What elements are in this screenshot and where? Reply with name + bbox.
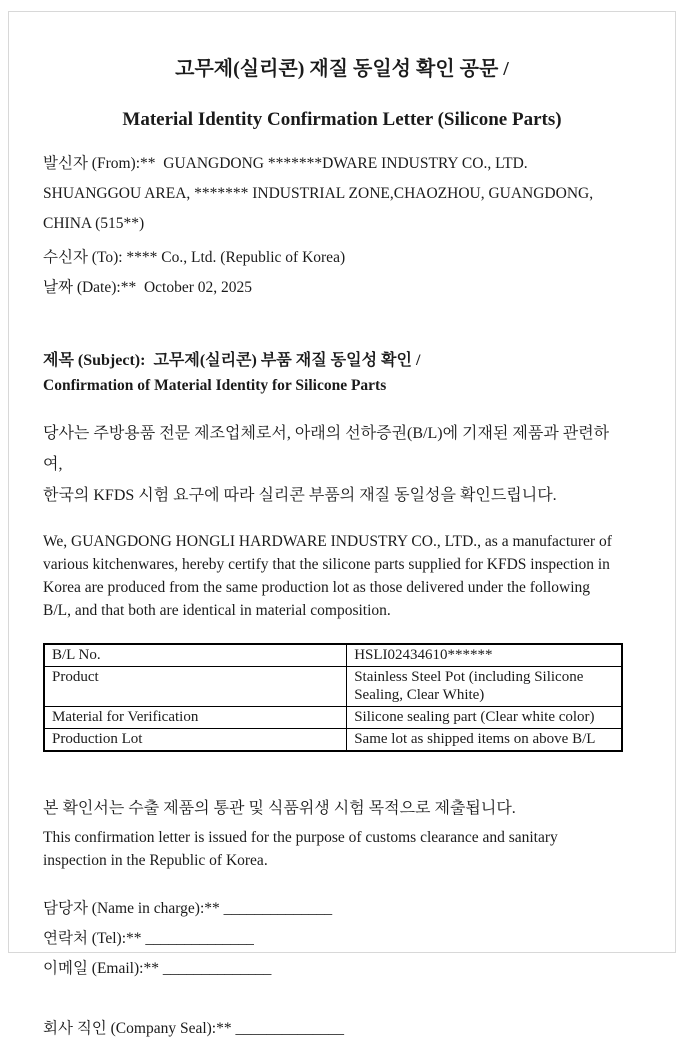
table-cell-value: Silicone sealing part (Clear white color) [347, 707, 622, 729]
table-cell-label: Production Lot [44, 729, 347, 752]
document-header [9, 57, 675, 131]
tel-field [43, 924, 617, 954]
document-page [8, 11, 676, 1037]
to-line: 수신자 (To): **** Co., Ltd. (Republic of Korea) [43, 249, 346, 266]
table-cell-value: Stainless Steel Pot (including Silicone Sealing, Clear White) [347, 667, 622, 707]
email-field [43, 954, 617, 984]
from-line: 발신자 (From):** GUANGDONG *******DWARE INDUSTRY CO., LTD. [43, 155, 528, 172]
from-address-line: SHUANGGOU AREA, ******* INDUSTRIAL ZONE,CHAOZHOU, GUANGDONG, CHINA (515**) [43, 185, 597, 232]
title-english: Material Identity Confirmation Letter (Silicone Parts) [122, 109, 562, 130]
table-cell-value: HSLI02434610****** [347, 644, 622, 667]
company-seal-blank: ______________ [235, 1020, 344, 1037]
table-cell-label: B/L No. [44, 644, 347, 667]
subject-english: Confirmation of Material Identity for Silicone Parts [43, 377, 387, 394]
tel-blank: ______________ [145, 930, 254, 947]
subject-block [43, 348, 617, 398]
email-blank: ______________ [162, 960, 272, 977]
body-english-paragraph: We, GUANGDONG HONGLI HARDWARE INDUSTRY CO., LTD., as a manufacturer of various kitchenwares, hereby certify that the silicone parts supplied for KFDS inspection in Korea are produced from the same production lot as those delivered under the following B/L, and that both are identical in material composition. [43, 533, 612, 619]
purpose-korean: 본 확인서는 수출 제품의 통관 및 식품위생 시험 목적으로 제출됩니다. [43, 800, 516, 817]
body-korean-line-2: 한국의 KFDS 시험 요구에 따라 실리콘 부품의 재질 동일성을 확인드립니다. [43, 487, 557, 504]
title-korean: 고무제(실리콘) 재질 동일성 확인 공문 / [175, 58, 509, 80]
purpose-english: This confirmation letter is issued for the purpose of customs clearance and sanitary inspection in the Republic of Korea. [43, 829, 558, 869]
table-cell-value: Same lot as shipped items on above B/L [347, 729, 622, 752]
name-in-charge-label: 담당자 (Name in charge):** [43, 900, 220, 917]
bl-details-table [43, 643, 623, 752]
company-seal-label: 회사 직인 (Company Seal):** [43, 1020, 232, 1037]
table-row [44, 667, 622, 707]
tel-label: 연락처 (Tel):** [43, 930, 142, 947]
name-in-charge-field [43, 894, 617, 924]
table-row [44, 729, 622, 752]
table-row [44, 707, 622, 729]
body-korean-line-1: 당사는 주방용품 전문 제조업체로서, 아래의 선하증권(B/L)에 기재된 제품과 관련하여, [43, 425, 610, 473]
table-cell-label: Material for Verification [44, 707, 347, 729]
table-cell-label: Product [44, 667, 347, 707]
table-row [44, 644, 622, 667]
contact-fields [43, 894, 617, 984]
email-label: 이메일 (Email):** [43, 960, 159, 977]
subject-korean: 제목 (Subject): 고무제(실리콘) 부품 재질 동일성 확인 / [43, 352, 421, 369]
name-in-charge-blank: ______________ [223, 900, 333, 917]
company-seal-field [43, 1014, 617, 1044]
date-line: 날짜 (Date):** October 02, 2025 [43, 279, 253, 296]
